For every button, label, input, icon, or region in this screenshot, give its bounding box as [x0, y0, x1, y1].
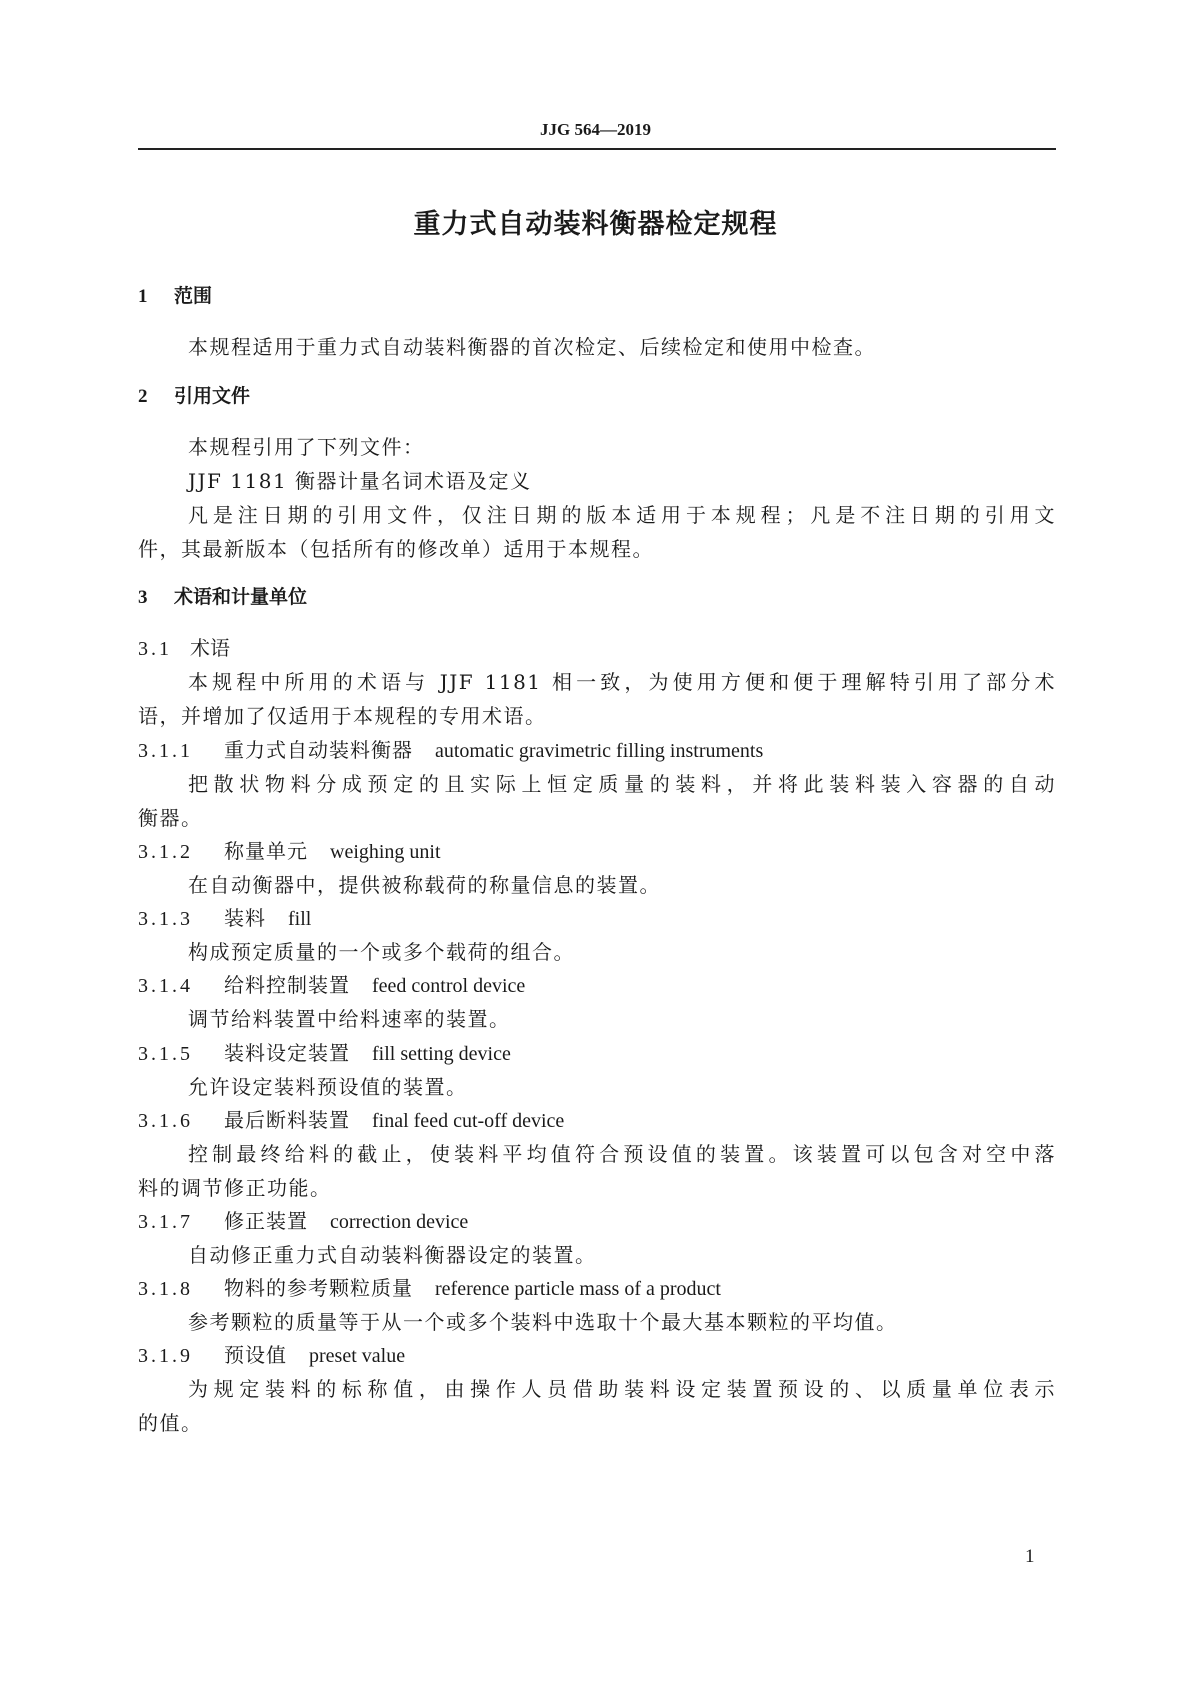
paragraph-continuation: 件，其最新版本（包括所有的修改单）适用于本规程。 — [138, 537, 654, 561]
section-heading-1 — [138, 281, 212, 308]
term-definition: 调节给料装置中给料速率的装置。 — [188, 1007, 511, 1031]
term-zh: 预设值 — [224, 1343, 287, 1367]
term-heading-3-1-7 — [138, 1205, 468, 1234]
term-zh: 给料控制装置 — [224, 973, 350, 997]
term-definition: 构成预定质量的一个或多个载荷的组合。 — [188, 940, 575, 964]
term-number: 3.1.3 — [138, 908, 193, 930]
paragraph: 本规程适用于重力式自动装料衡器的首次检定、后续检定和使用中检查。 — [188, 335, 876, 359]
term-heading-3-1-8 — [138, 1272, 721, 1301]
reference-item: JJF 1181 衡器计量名词术语及定义 — [188, 469, 532, 493]
term-definition: 在自动衡器中，提供被称载荷的称量信息的装置。 — [188, 873, 661, 897]
term-definition: 自动修正重力式自动装料衡器设定的装置。 — [188, 1243, 597, 1267]
term-number: 3.1.1 — [138, 740, 193, 762]
term-number: 3.1.4 — [138, 975, 193, 997]
term-en: feed control device — [372, 975, 526, 997]
section-heading-2 — [138, 381, 250, 408]
standard-code: JJG 564—2019 — [540, 120, 651, 139]
term-en: automatic gravimetric filling instruments — [435, 740, 764, 762]
term-number: 3.1.2 — [138, 841, 193, 863]
section-number: 1 — [138, 286, 148, 307]
term-number: 3.1.7 — [138, 1211, 193, 1233]
term-number: 3.1.8 — [138, 1278, 193, 1300]
section-number: 3 — [138, 587, 148, 608]
term-en: weighing unit — [330, 841, 441, 863]
term-definition: 控制最终给料的截止，使装料平均值符合预设值的装置。该装置可以包含对空中落 — [188, 1142, 1056, 1166]
term-en: fill — [288, 908, 312, 930]
term-number: 3.1.6 — [138, 1110, 193, 1132]
term-zh: 修正装置 — [224, 1209, 308, 1233]
section-title: 术语和计量单位 — [174, 586, 308, 608]
paragraph: 本规程中所用的术语与 JJF 1181 相一致，为使用方便和便于理解特引用了部分术 — [188, 670, 1056, 694]
term-number: 3.1.9 — [138, 1345, 193, 1367]
paragraph-continuation: 语，并增加了仅适用于本规程的专用术语。 — [138, 704, 547, 728]
term-en: preset value — [309, 1345, 406, 1367]
term-definition: 参考颗粒的质量等于从一个或多个装料中选取十个最大基本颗粒的平均值。 — [188, 1310, 898, 1334]
paragraph: 本规程引用了下列文件： — [188, 435, 425, 459]
term-en: correction device — [330, 1211, 469, 1233]
term-heading-3-1-6 — [138, 1104, 564, 1133]
term-en: reference particle mass of a product — [435, 1278, 721, 1300]
term-heading-3-1-5 — [138, 1037, 511, 1066]
section-title: 范围 — [174, 285, 213, 307]
term-zh: 物料的参考颗粒质量 — [224, 1276, 413, 1300]
section-number: 2 — [138, 386, 148, 407]
term-definition: 为规定装料的标称值，由操作人员借助装料设定装置预设的、以质量单位表示 — [188, 1377, 1056, 1401]
term-zh: 最后断料装置 — [224, 1108, 350, 1132]
subsection-heading-3-1 — [138, 632, 230, 661]
term-en: final feed cut-off device — [372, 1110, 565, 1132]
term-definition: 把散状物料分成预定的且实际上恒定质量的装料，并将此装料装入容器的自动 — [188, 772, 1056, 796]
term-definition-continuation: 料的调节修正功能。 — [138, 1176, 332, 1200]
paragraph: 凡是注日期的引用文件，仅注日期的版本适用于本规程；凡是不注日期的引用文 — [188, 503, 1056, 527]
term-en: fill setting device — [372, 1043, 511, 1065]
term-zh: 称量单元 — [224, 839, 308, 863]
term-zh: 装料设定装置 — [224, 1041, 350, 1065]
term-definition-continuation: 衡器。 — [138, 806, 203, 830]
header-rule — [138, 148, 1056, 150]
term-heading-3-1-4 — [138, 969, 525, 998]
subsection-title: 术语 — [190, 636, 230, 660]
term-heading-3-1-9 — [138, 1339, 405, 1368]
term-zh: 装料 — [224, 906, 266, 930]
term-zh: 重力式自动装料衡器 — [224, 738, 413, 762]
page-number: 1 — [1025, 1546, 1035, 1567]
term-definition: 允许设定装料预设值的装置。 — [188, 1075, 468, 1099]
term-heading-3-1-2 — [138, 835, 441, 864]
term-heading-3-1-1 — [138, 734, 763, 763]
subsection-number: 3.1 — [138, 638, 172, 660]
section-title: 引用文件 — [174, 385, 251, 407]
term-heading-3-1-3 — [138, 902, 311, 931]
term-number: 3.1.5 — [138, 1043, 193, 1065]
term-definition-continuation: 的值。 — [138, 1411, 203, 1435]
section-heading-3 — [138, 582, 307, 609]
document-title: 重力式自动装料衡器检定规程 — [413, 209, 778, 240]
